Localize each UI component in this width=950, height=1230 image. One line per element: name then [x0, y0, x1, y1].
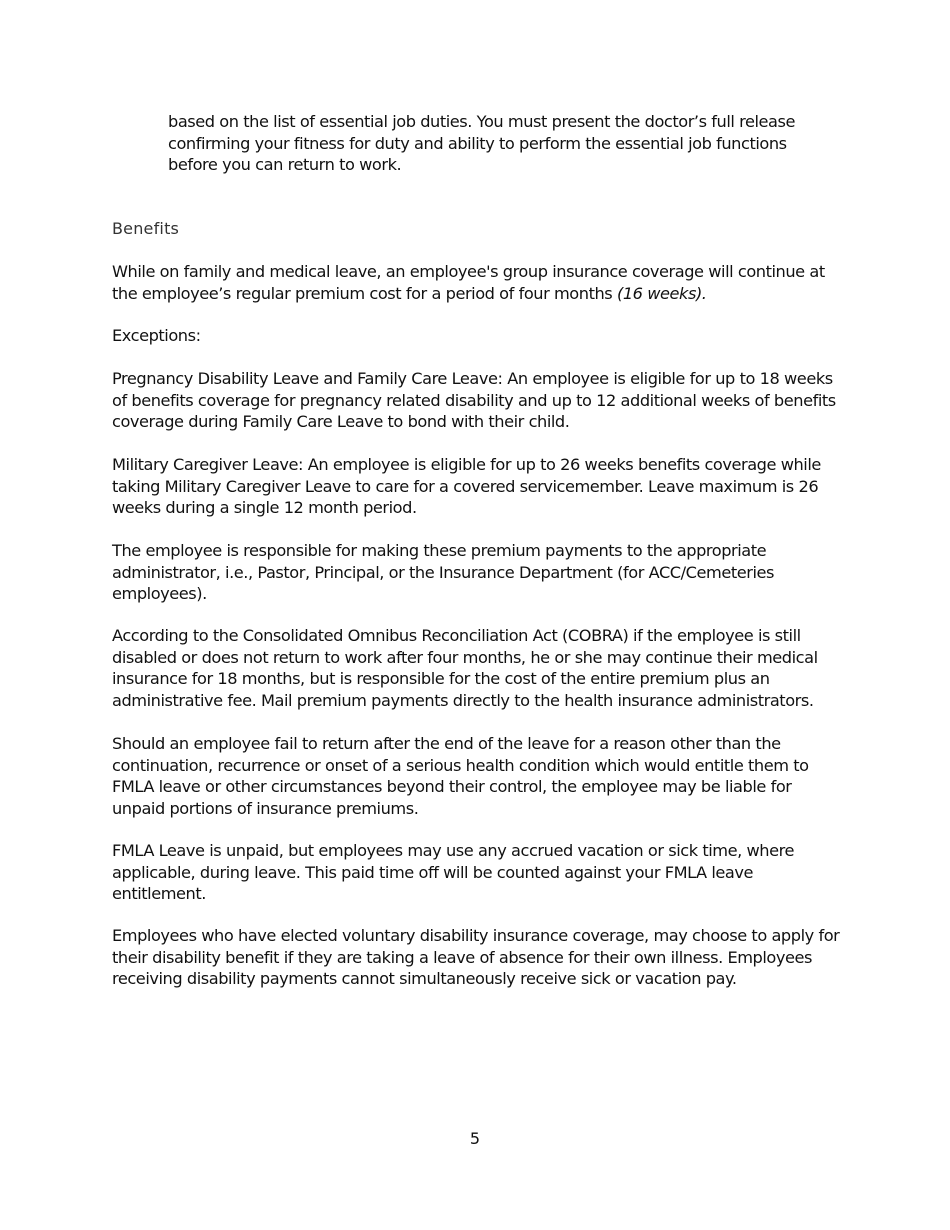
paragraph-fail-to-return: Should an employee fail to return after the end of the leave for a reason other than the continuation, recurrence or onset of a serious health condition which would entitle them to FMLA leave or other circumstances beyond their control, the employee may be liable for unpaid portions of insurance premiums.: [112, 734, 809, 818]
paragraph-exceptions: Exceptions:: [112, 326, 201, 345]
paragraph-disability-insurance: Employees who have elected voluntary disability insurance coverage, may choose to apply for their disability benefit if they are taking a leave of absence for their own illness. Employees receiving disability payments cannot simultaneously receive sick or vacation pay.: [112, 926, 840, 988]
page-number: 5: [469, 1129, 481, 1148]
continuation-paragraph: based on the list of essential job duties. You must present the doctor’s full release confirming your fitness for duty and ability to perform the essential job functions before you can return to work.: [168, 112, 796, 174]
paragraph-military-caregiver: Military Caregiver Leave: An employee is eligible for up to 26 weeks benefits coverage while taking Military Caregiver Leave to care for a covered servicemember. Leave maximum is 26 weeks during a single 12 month period.: [112, 455, 821, 517]
section-heading-benefits: Benefits: [112, 219, 180, 238]
paragraph-text: While on family and medical leave, an employee's group insurance coverage will continue at the employee’s regular premium cost for a period of four months: [112, 262, 825, 303]
paragraph-cobra: According to the Consolidated Omnibus Reconciliation Act (COBRA) if the employee is still disabled or does not return to work after four months, he or she may continue their medical insurance for 18 months, but is responsible for the cost of the entire premium plus an administrative fee. Mail premium payments directly to the health insurance administrators.: [112, 626, 818, 710]
paragraph-group-insurance: [112, 261, 847, 304]
paragraph-pregnancy-disability: Pregnancy Disability Leave and Family Care Leave: An employee is eligible for up to 18 weeks of benefits coverage for pregnancy related disability and up to 12 additional weeks of benefits coverage during Family Care Leave to bond with their child.: [112, 369, 836, 431]
paragraph-premium-payments: The employee is responsible for making these premium payments to the appropriate administrator, i.e., Pastor, Principal, or the Insurance Department (for ACC/Cemeteries employees).: [112, 541, 775, 603]
paragraph-emphasis: (16 weeks).: [616, 283, 707, 303]
paragraph-fmla-unpaid: FMLA Leave is unpaid, but employees may use any accrued vacation or sick time, where applicable, during leave. This paid time off will be counted against your FMLA leave entitlement.: [112, 841, 794, 903]
